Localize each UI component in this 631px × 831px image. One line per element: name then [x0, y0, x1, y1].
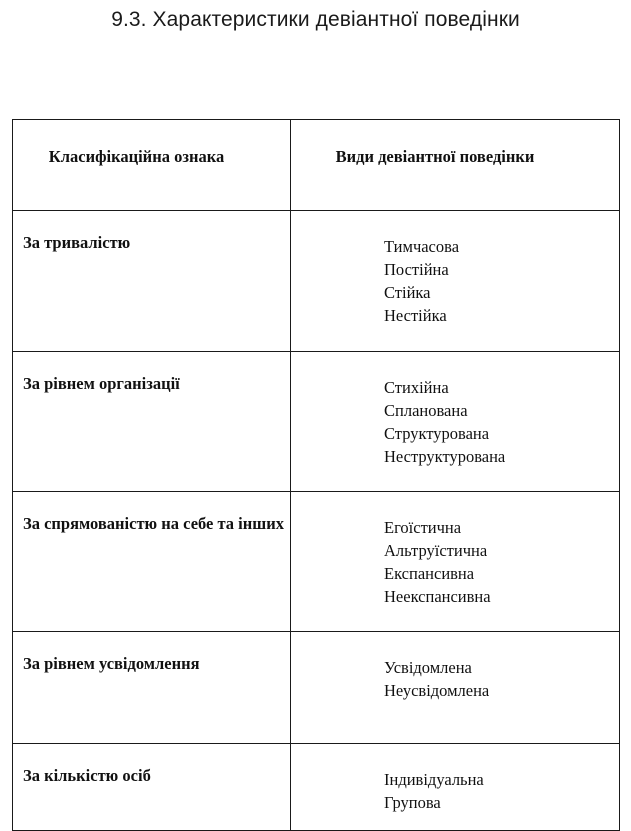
type-item: Індивідуальна	[384, 770, 484, 789]
type-item: Спланована	[384, 401, 468, 420]
type-item: Неусвідомлена	[384, 681, 490, 700]
types-list	[291, 352, 619, 468]
table-row	[13, 744, 620, 831]
feature-cell	[13, 632, 291, 744]
page-title: 9.3. Характеристики девіантної поведінки	[111, 8, 520, 31]
type-item: Нестійка	[384, 306, 447, 325]
types-list	[291, 492, 619, 608]
types-cell	[291, 744, 620, 831]
header-feature-label: Класифікаційна ознака	[48, 147, 225, 166]
types-list	[291, 632, 619, 702]
feature-cell	[13, 492, 291, 632]
type-item: Неекспансивна	[384, 587, 491, 606]
type-item: Альтруїстична	[384, 541, 488, 560]
feature-label: За рівнем усвідомлення	[23, 654, 200, 673]
types-cell	[291, 492, 620, 632]
type-item: Неструктурована	[384, 447, 506, 466]
types-cell	[291, 211, 620, 352]
table-row	[13, 492, 620, 632]
type-item: Стихійна	[384, 378, 449, 397]
feature-label: За рівнем організації	[23, 374, 180, 393]
types-cell	[291, 632, 620, 744]
header-feature	[13, 120, 291, 211]
header-types	[291, 120, 620, 211]
type-item: Експансивна	[384, 564, 475, 583]
type-item: Стійка	[384, 283, 431, 302]
classification-table	[12, 119, 620, 831]
types-list	[291, 744, 619, 814]
type-item: Егоїстична	[384, 518, 462, 537]
feature-cell	[13, 211, 291, 352]
table-row	[13, 211, 620, 352]
types-list	[291, 211, 619, 327]
header-types-label: Види девіантної поведінки	[335, 147, 535, 166]
feature-label: За тривалістю	[23, 233, 131, 252]
type-item: Постійна	[384, 260, 449, 279]
type-item: Усвідомлена	[384, 658, 472, 677]
table-row	[13, 352, 620, 492]
feature-cell	[13, 744, 291, 831]
type-item: Структурована	[384, 424, 490, 443]
feature-label: За спрямованістю на себе та інших	[23, 514, 284, 533]
table-row	[13, 632, 620, 744]
type-item: Групова	[384, 793, 441, 812]
feature-cell	[13, 352, 291, 492]
types-cell	[291, 352, 620, 492]
type-item: Тимчасова	[384, 237, 460, 256]
table-header-row	[13, 120, 620, 211]
feature-label: За кількістю осіб	[23, 766, 151, 785]
